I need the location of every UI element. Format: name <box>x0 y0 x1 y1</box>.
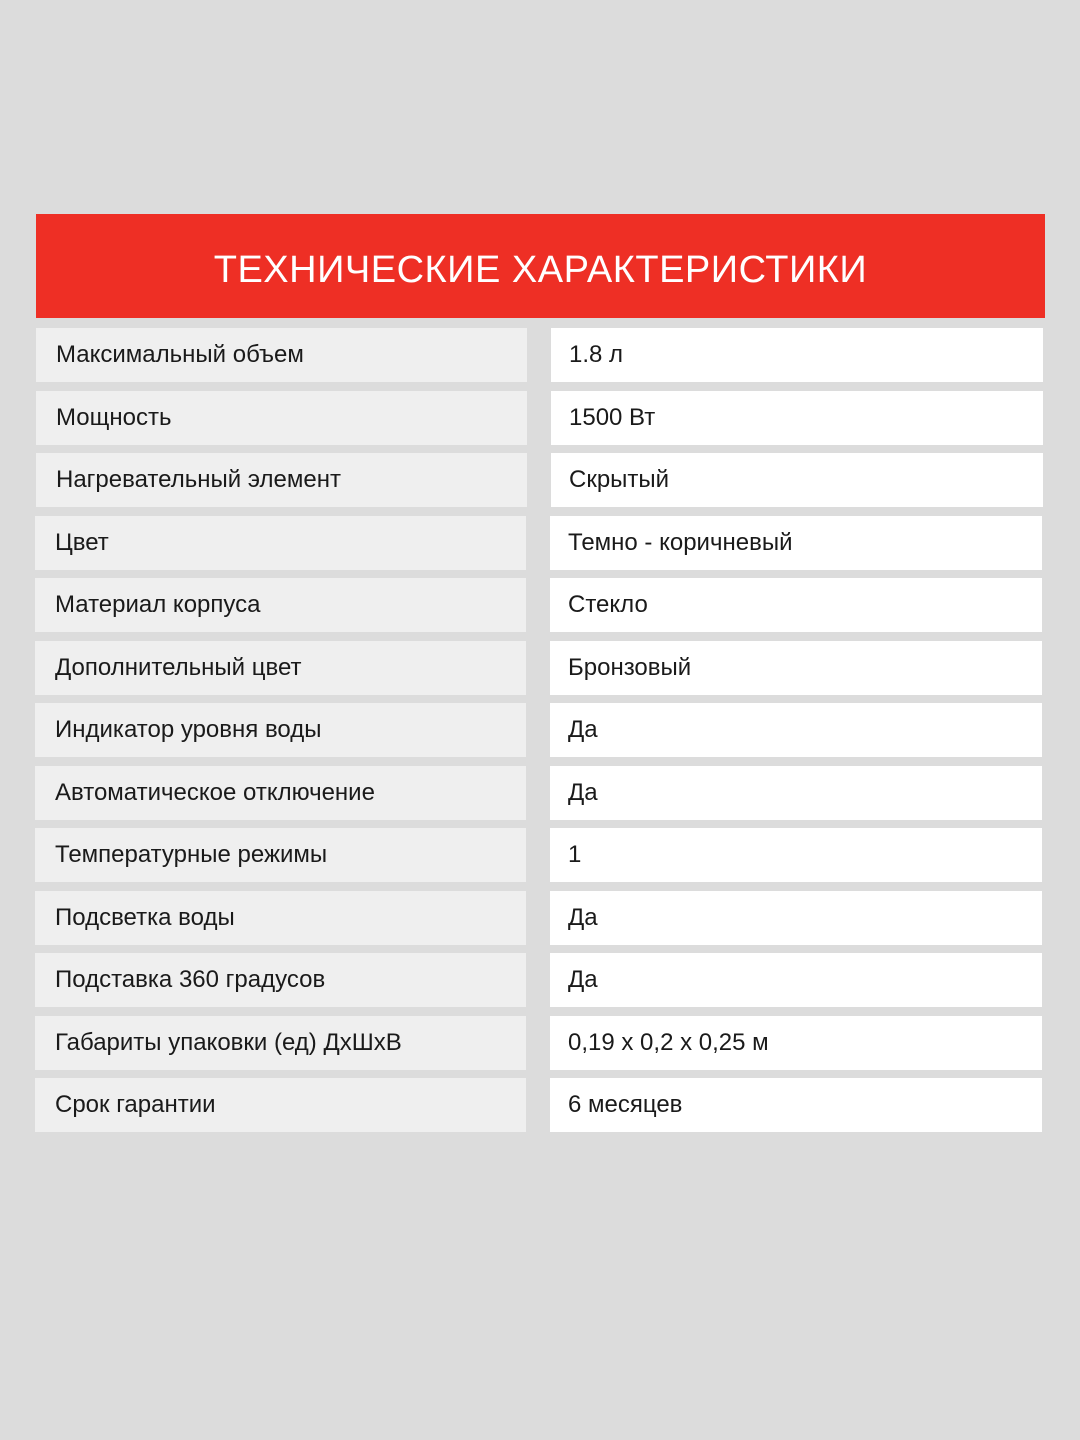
spec-row <box>35 953 1045 1007</box>
spec-label: Нагревательный элемент <box>36 453 527 507</box>
spec-label: Дополнительный цвет <box>35 641 526 695</box>
specs-card <box>36 214 1045 1141</box>
spec-row <box>35 516 1045 570</box>
page-title: ТЕХНИЧЕСКИЕ ХАРАКТЕРИСТИКИ <box>213 248 868 291</box>
spec-label: Автоматическое отключение <box>35 766 526 820</box>
spec-value: Да <box>550 891 1042 945</box>
spec-row <box>35 641 1045 695</box>
spec-value: 0,19 х 0,2 х 0,25 м <box>550 1016 1042 1070</box>
spec-label: Мощность <box>36 391 527 445</box>
header-banner <box>36 214 1045 318</box>
spec-row <box>35 578 1045 632</box>
spec-value: 1.8 л <box>551 328 1043 382</box>
spec-value: 1 <box>550 828 1042 882</box>
spec-row <box>35 766 1045 820</box>
spec-label: Температурные режимы <box>35 828 526 882</box>
spec-row <box>36 391 1045 445</box>
spec-value: Да <box>550 703 1042 757</box>
spec-row <box>35 828 1045 882</box>
spec-label: Индикатор уровня воды <box>35 703 526 757</box>
spec-table <box>36 328 1045 1132</box>
spec-value: Скрытый <box>551 453 1043 507</box>
spec-label: Габариты упаковки (ед) ДхШхВ <box>35 1016 526 1070</box>
spec-row <box>35 1016 1045 1070</box>
spec-value: Да <box>550 766 1042 820</box>
spec-row <box>35 891 1045 945</box>
spec-label: Материал корпуса <box>35 578 526 632</box>
spec-label: Цвет <box>35 516 526 570</box>
spec-label: Максимальный объем <box>36 328 527 382</box>
spec-row <box>35 703 1045 757</box>
spec-value: 1500 Вт <box>551 391 1043 445</box>
spec-value: Темно - коричневый <box>550 516 1042 570</box>
spec-value: 6 месяцев <box>550 1078 1042 1132</box>
spec-row <box>35 1078 1045 1132</box>
spec-row <box>36 328 1045 382</box>
spec-label: Подсветка воды <box>35 891 526 945</box>
spec-row <box>36 453 1045 507</box>
spec-label: Срок гарантии <box>35 1078 526 1132</box>
spec-value: Стекло <box>550 578 1042 632</box>
spec-label: Подставка 360 градусов <box>35 953 526 1007</box>
spec-value: Да <box>550 953 1042 1007</box>
spec-value: Бронзовый <box>550 641 1042 695</box>
